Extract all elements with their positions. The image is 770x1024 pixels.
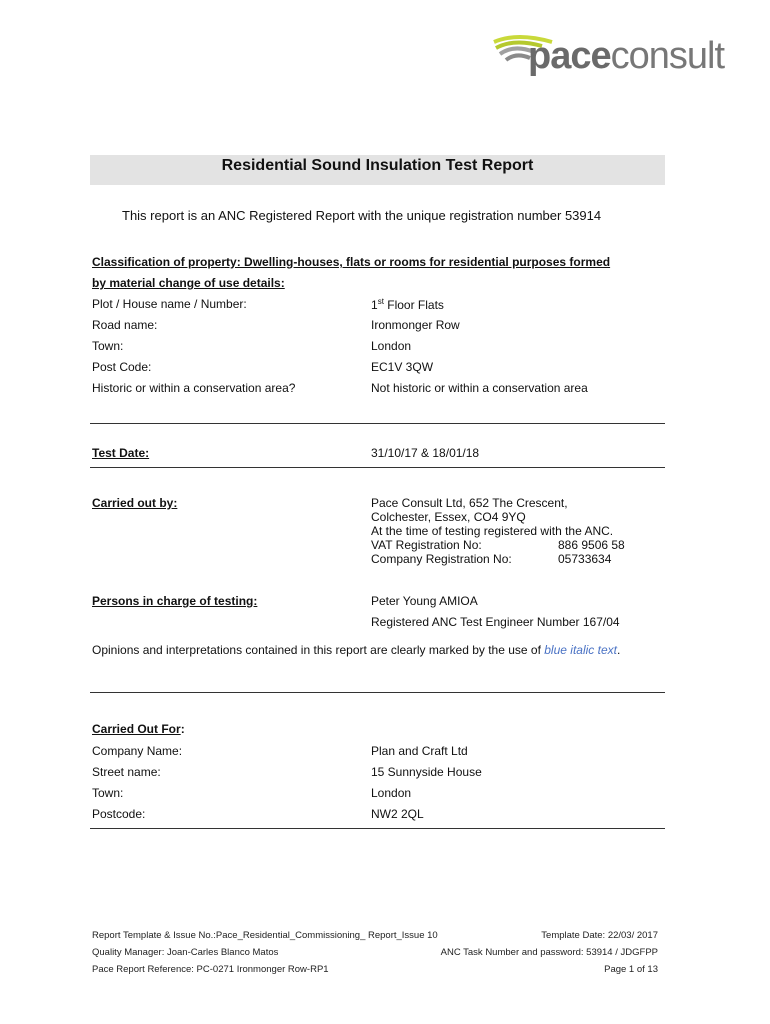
street-name-label: Street name: (92, 765, 161, 779)
road-value: Ironmonger Row (371, 318, 460, 332)
persons-label: Persons in charge of testing: (92, 594, 258, 608)
divider (90, 467, 665, 468)
footer-anc-task: ANC Task Number and password: 53914 / JDGFPP (440, 947, 658, 958)
road-label: Road name: (92, 318, 158, 332)
footer-report-reference: Pace Report Reference: PC-0271 Ironmonger Row-RP1 (92, 964, 329, 975)
logo-consult: consult (610, 35, 725, 77)
logo-wordmark (528, 35, 724, 78)
test-date-value: 31/10/17 & 18/01/18 (371, 446, 480, 460)
logo-pace: pace (528, 35, 611, 77)
client-town-label: Town: (92, 786, 124, 800)
divider (90, 692, 665, 693)
carried-out-by-label: Carried out by: (92, 496, 178, 510)
street-name-value: 15 Sunnyside House (371, 765, 482, 779)
carried-line: Pace Consult Ltd, 652 The Crescent, (371, 496, 568, 510)
company-reg-label: Company Registration No: (371, 552, 512, 566)
vat-row (371, 538, 625, 552)
company-name-label: Company Name: (92, 744, 183, 758)
postcode-label: Post Code: (92, 360, 152, 374)
carried-line: Colchester, Essex, CO4 9YQ (371, 510, 526, 524)
company-name-value: Plan and Craft Ltd (371, 744, 468, 758)
postcode-value: EC1V 3QW (371, 360, 434, 374)
persons-name: Peter Young AMIOA (371, 594, 478, 608)
vat-value: 886 9506 58 (558, 538, 625, 552)
client-postcode-value: NW2 2QL (371, 807, 424, 821)
classification-heading-line2: by material change of use details: (92, 276, 285, 290)
client-postcode-label: Postcode: (92, 807, 146, 821)
intro-text: This report is an ANC Registered Report with the unique registration number 53914 (122, 208, 602, 223)
historic-value: Not historic or within a conservation area (371, 381, 588, 395)
test-date-label: Test Date: (92, 446, 150, 460)
engineer-number: Registered ANC Test Engineer Number 167/04 (371, 615, 620, 629)
town-label: Town: (92, 339, 124, 353)
client-town-value: London (371, 786, 412, 800)
company-reg-value: 05733634 (558, 552, 612, 566)
company-reg-row (371, 552, 625, 566)
town-value: London (371, 339, 412, 353)
historic-label: Historic or within a conservation area? (92, 381, 296, 395)
carried-line: At the time of testing registered with the ANC. (371, 524, 614, 538)
divider (90, 828, 665, 829)
divider (90, 423, 665, 424)
opinions-text: Opinions and interpretations contained in this report are clearly marked by the use of blue italic text. (92, 643, 621, 657)
report-title-bar (90, 155, 665, 185)
footer-page-number: Page 1 of 13 (604, 964, 658, 975)
vat-label: VAT Registration No: (371, 538, 482, 552)
blue-italic-sample: blue italic text (544, 643, 617, 657)
footer-template-date: Template Date: 22/03/ 2017 (541, 930, 658, 941)
report-title: Residential Sound Insulation Test Report (221, 157, 534, 174)
plot-label: Plot / House name / Number: (92, 297, 247, 311)
classification-heading-line1: Classification of property: Dwelling-houses, flats or rooms for residential purposes formed (92, 255, 611, 269)
carried-out-for-heading: Carried Out For: (92, 722, 185, 736)
plot-value: 1st Floor Flats (371, 297, 444, 312)
carried-out-by-details (371, 496, 625, 566)
footer-template: Report Template & Issue No.:Pace_Residential_Commissioning_ Report_Issue 10 (92, 930, 438, 941)
footer-quality-manager: Quality Manager: Joan-Carles Blanco Matos (92, 947, 279, 958)
